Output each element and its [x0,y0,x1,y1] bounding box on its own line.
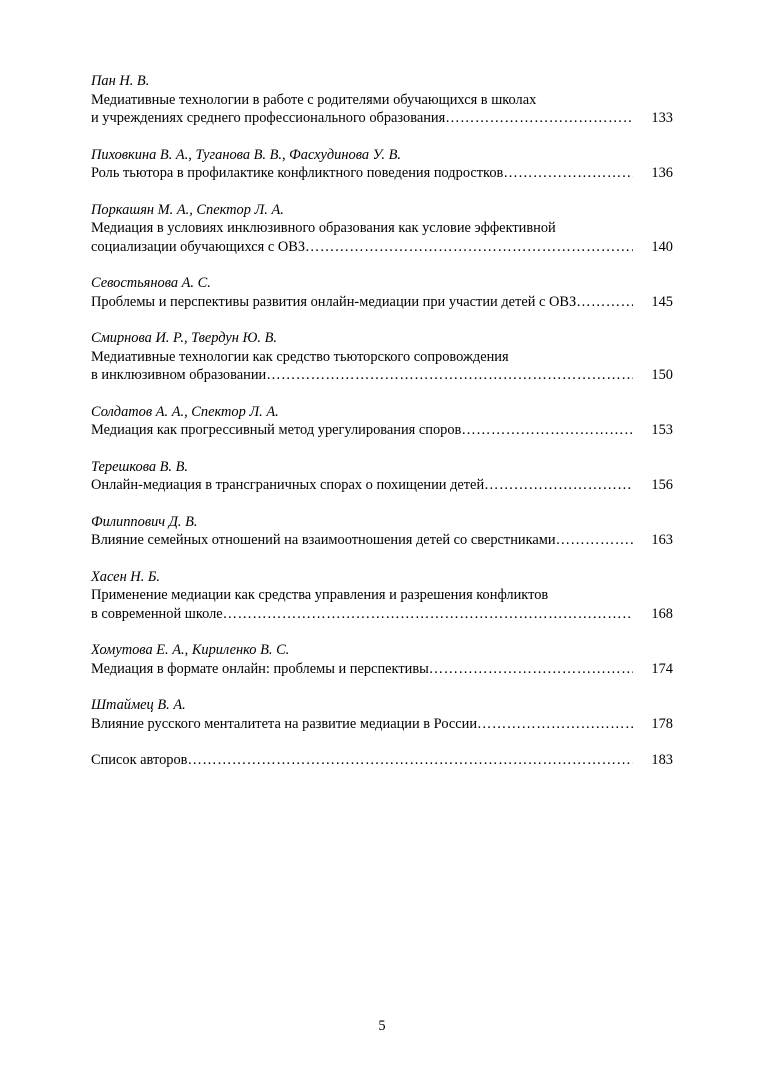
toc-entry-title-row [91,109,677,128]
toc-entry-title-line: и учреждениях среднего профессионального образования [91,110,446,126]
table-of-contents [91,72,677,788]
toc-entry-title-row [91,421,677,440]
toc-entry-page-number: 156 [651,477,673,493]
toc-entry-title-line: Проблемы и перспективы развития онлайн-медиации при участии детей с ОВЗ [91,293,577,310]
dot-leader [223,605,633,624]
toc-entry [91,458,677,495]
toc-entry-authors: Штаймец В. А. [91,697,186,713]
toc-entry-title-line: Влияние русского менталитета на развитие медиации в России [91,715,478,732]
toc-entry-authors: Солдатов А. А., Спектор Л. А. [91,403,279,420]
dot-leader [266,366,633,385]
toc-entry-title-line: Медиация в условиях инклюзивного образования как условие эффективной [91,220,556,236]
toc-entry-page-number: 140 [651,238,673,255]
dot-leader [503,164,633,183]
toc-entry-title-row [91,366,677,385]
toc-entry-authors: Терешкова В. В. [91,458,189,475]
toc-entry-title-row [91,531,677,550]
toc-entry-authors: Филиппович Д. В. [91,513,198,530]
dot-leader [187,751,633,770]
dot-leader [445,109,633,128]
toc-entry-page-number: 168 [651,605,673,622]
toc-entry-title-row [91,715,677,734]
toc-entry-page-number: 163 [651,532,673,548]
toc-entry-authors: Поркашян М. А., Спектор Л. А. [91,201,284,218]
toc-entry [91,329,677,385]
toc-entry-page-number: 136 [651,165,673,181]
toc-entry-page-number: 178 [651,715,673,732]
toc-entry-title-line: Применение медиации как средства управления и разрешения конфликтов [91,587,549,603]
toc-entry-authors: Пан Н. В. [91,73,150,89]
toc-entry [91,146,677,183]
dot-leader [556,531,633,550]
toc-entry-page-number: 174 [651,660,673,677]
toc-entry-title-row [91,751,677,770]
dot-leader [429,660,633,679]
toc-entry-page-number: 133 [651,110,673,126]
toc-entry-authors: Смирнова И. Р., Твердун Ю. В. [91,330,277,346]
dot-leader [484,476,633,495]
toc-entry-authors: Пиховкина В. А., Туганова В. В., Фасхудинова У. В. [91,146,401,163]
toc-entry-title-row [91,476,677,495]
toc-entry-authors: Хомутова Е. А., Кириленко В. С. [91,642,290,658]
toc-entry-authors: Хасен Н. Б. [91,568,160,585]
toc-entry-title-line: Медиация как прогрессивный метод урегулирования споров [91,422,462,438]
dot-leader [305,238,633,257]
toc-entry-authors: Севостьянова А. С. [91,275,211,291]
toc-entry-page-number: 150 [651,367,673,383]
toc-entry-title-line: в современной школе [91,605,223,622]
toc-entry-title-line: Влияние семейных отношений на взаимоотношения детей со сверстниками [91,532,556,548]
toc-entry-title-row [91,293,677,312]
toc-entry [91,72,677,128]
toc-entry [91,751,677,770]
toc-entry-title-line: Медиация в формате онлайн: проблемы и перспективы [91,660,429,677]
toc-entry [91,201,677,257]
toc-entry [91,696,677,733]
toc-entry-title-line: Медиативные технологии как средство тьюторского сопровождения [91,348,509,365]
dot-leader [477,715,633,734]
toc-entry-title-row [91,238,677,257]
toc-entry-page-number: 153 [651,422,673,438]
toc-entry-title-line: Онлайн-медиация в трансграничных спорах о похищении детей [91,477,485,493]
toc-entry-title-line: Список авторов [91,752,188,768]
toc-entry-title-row [91,164,677,183]
toc-entry-title-line: социализации обучающихся с ОВЗ [91,238,306,255]
toc-entry [91,513,677,550]
toc-entry-title-line: Медиативные технологии в работе с родителями обучающихся в школах [91,91,537,108]
toc-entry [91,403,677,440]
toc-entry [91,274,677,311]
toc-entry-title-row [91,605,677,624]
dot-leader [461,421,633,440]
toc-entry-title-row [91,660,677,679]
toc-entry-title-line: Роль тьютора в профилактике конфликтного поведения подростков [91,165,504,181]
page-number: 5 [378,1018,386,1034]
dot-leader [576,293,633,312]
toc-entry-page-number: 183 [651,752,673,768]
toc-entry-title-line: в инклюзивном образовании [91,367,267,383]
toc-entry [91,568,677,624]
toc-entry-page-number: 145 [651,293,673,310]
toc-entry [91,641,677,678]
